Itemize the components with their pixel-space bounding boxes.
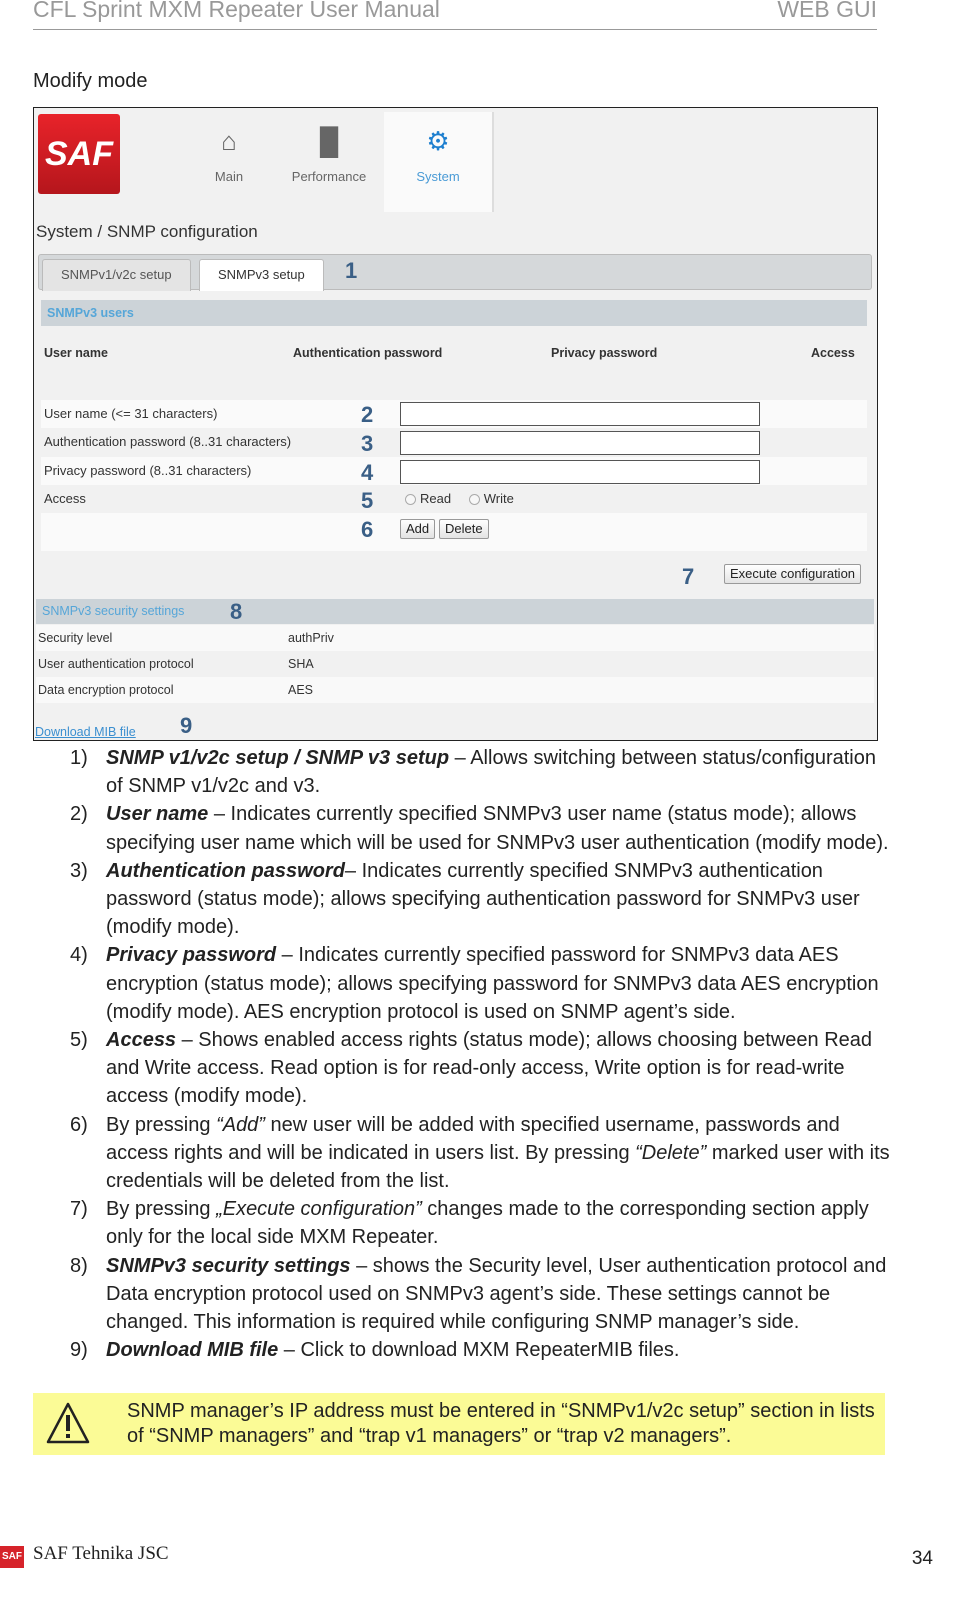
item-text: – Shows enabled access rights (status mode); allows choosing between Read and Write access. Read option is for read-only access, Write option is for read-write access (modify mode). bbox=[106, 1029, 872, 1108]
gear-icon: ⚙ bbox=[426, 126, 450, 156]
item-text: – Indicates currently specified SNMPv3 user name (status mode); allows specifying user name which will be used for SNMPv3 user authentication (modify mode). bbox=[106, 803, 889, 854]
security-label: Security level bbox=[38, 631, 113, 645]
security-value: AES bbox=[288, 683, 314, 697]
security-row bbox=[36, 625, 874, 651]
field-label: Authentication password (8..31 characters) bbox=[44, 434, 292, 449]
home-icon: ⌂ bbox=[221, 126, 237, 156]
item-term: “Add” bbox=[216, 1113, 265, 1136]
page-number: 34 bbox=[911, 1548, 933, 1569]
callout-2: 2 bbox=[361, 402, 374, 427]
download-mib-link[interactable]: Download MIB file bbox=[35, 725, 136, 739]
users-section-header: SNMPv3 users bbox=[41, 300, 867, 326]
field-label: Privacy password (8..31 characters) bbox=[44, 463, 252, 478]
column-header: Access bbox=[811, 346, 855, 360]
item-number: 4) bbox=[70, 944, 88, 967]
read-label: Read bbox=[420, 491, 452, 506]
callout-7: 7 bbox=[682, 564, 695, 589]
ui-screenshot bbox=[33, 107, 878, 741]
security-row bbox=[36, 651, 874, 677]
security-section-header: SNMPv3 security settings bbox=[36, 599, 874, 624]
item-number: 6) bbox=[70, 1113, 88, 1136]
warning-box bbox=[33, 1393, 885, 1455]
list-item bbox=[70, 857, 890, 942]
list-item bbox=[70, 1252, 890, 1337]
item-text: – Indicates currently specified SNMPv3 authentication password (status mode); allows specifying authentication password for SNMPv3 user (modify mode). bbox=[106, 859, 860, 939]
section-title: WEB GUI bbox=[777, 0, 877, 22]
item-text: new user will be added with specified username, passwords and access rights and will be indicated in users list. By pressing bbox=[106, 1113, 840, 1164]
item-text: – Indicates currently specified password for SNMPv3 data AES encryption (status mode); allows specifying password for SNMPv3 data AES encryption (modify mode). AES encryption protocol is used on SNMP agent’s side. bbox=[106, 944, 879, 1023]
item-term: „Execute configuration” bbox=[216, 1198, 422, 1221]
read-radio[interactable] bbox=[405, 494, 416, 505]
username-input[interactable] bbox=[400, 402, 760, 426]
write-radio[interactable] bbox=[469, 494, 480, 505]
item-text: – Allows switching between status/configuration of SNMP v1/v2c and v3. bbox=[106, 747, 876, 798]
saf-logo: SAF bbox=[38, 114, 120, 194]
item-term: Privacy password bbox=[106, 944, 277, 967]
tab-snmpv1-v2c[interactable]: SNMPv1/v2c setup bbox=[42, 259, 191, 291]
item-number: 8) bbox=[70, 1254, 88, 1277]
mode-label: Modify mode bbox=[33, 70, 148, 92]
warning-icon bbox=[45, 1401, 91, 1445]
security-row bbox=[36, 677, 874, 703]
nav-system[interactable] bbox=[384, 112, 494, 212]
column-header: User name bbox=[44, 346, 108, 360]
item-number: 9) bbox=[70, 1339, 88, 1362]
auth-password-input[interactable] bbox=[400, 431, 760, 455]
callout-1: 1 bbox=[345, 258, 358, 283]
column-header: Privacy password bbox=[551, 346, 658, 360]
tab-bar bbox=[38, 254, 872, 290]
item-term: SNMP v1/v2c setup / SNMP v3 setup bbox=[106, 747, 450, 769]
page-header bbox=[33, 0, 877, 30]
field-label: Access bbox=[44, 491, 86, 506]
column-header: Authentication password bbox=[293, 346, 443, 360]
tab-snmpv3[interactable]: SNMPv3 setup bbox=[199, 259, 324, 291]
item-term: SNMPv3 security settings bbox=[106, 1254, 351, 1277]
nav-label: System bbox=[416, 169, 460, 184]
list-item bbox=[70, 744, 890, 800]
item-text: By pressing bbox=[106, 1113, 217, 1136]
callout-4: 4 bbox=[361, 460, 374, 485]
callout-8: 8 bbox=[230, 599, 243, 624]
item-number: 2) bbox=[70, 803, 88, 826]
item-term: Download MIB file bbox=[106, 1339, 279, 1362]
item-number: 5) bbox=[70, 1029, 88, 1052]
list-item bbox=[70, 1111, 890, 1196]
callout-5: 5 bbox=[361, 488, 374, 513]
footer-logo: SAF bbox=[0, 1546, 24, 1568]
list-item bbox=[70, 1026, 890, 1111]
item-text: marked user with its credentials will be deleted from the list. bbox=[106, 1141, 890, 1193]
item-text: By pressing bbox=[106, 1198, 217, 1221]
item-term: “Delete” bbox=[635, 1141, 707, 1164]
security-value: authPriv bbox=[288, 631, 334, 645]
nav-performance[interactable] bbox=[284, 112, 374, 212]
item-text: – shows the Security level, User authentication protocol and Data encryption protocol used on SNMPv3 agent’s side. These settings cannot be changed. This information is required while configuring SNMP manager’s side. bbox=[106, 1254, 887, 1334]
item-number: 7) bbox=[70, 1198, 88, 1221]
callout-6: 6 bbox=[361, 517, 374, 542]
access-radios bbox=[405, 491, 514, 506]
manual-title: CFL Sprint MXM Repeater User Manual bbox=[33, 0, 440, 22]
page-title: System / SNMP configuration bbox=[36, 222, 258, 241]
company-name: SAF Tehnika JSC bbox=[33, 1543, 169, 1564]
security-label: Data encryption protocol bbox=[38, 683, 174, 697]
nav-label: Performance bbox=[291, 169, 367, 184]
nav-label: Main bbox=[214, 169, 244, 184]
callout-3: 3 bbox=[361, 431, 374, 456]
item-term: User name bbox=[106, 803, 209, 826]
item-text: changes made to the corresponding section apply only for the local side MXM Repeater. bbox=[106, 1198, 869, 1249]
list-item bbox=[70, 1336, 890, 1364]
list-item bbox=[70, 800, 890, 856]
description-list bbox=[70, 744, 890, 1364]
item-number: 3) bbox=[70, 859, 88, 882]
execute-configuration-button[interactable]: Execute configuration bbox=[724, 564, 861, 584]
list-item bbox=[70, 941, 890, 1026]
bar-chart-icon: ▐▌ bbox=[310, 126, 348, 156]
warning-text: SNMP manager’s IP address must be entered in “SNMPv1/v2c setup” section in lists of “SNMP managers” and “trap v1 managers” or “trap v2 managers”. bbox=[127, 1400, 875, 1447]
item-number: 1) bbox=[70, 747, 88, 769]
security-value: SHA bbox=[288, 657, 314, 671]
add-button[interactable]: Add bbox=[400, 519, 435, 539]
privacy-password-input[interactable] bbox=[400, 460, 760, 484]
write-label: Write bbox=[483, 491, 514, 506]
item-term: Access bbox=[106, 1029, 177, 1052]
callout-9: 9 bbox=[180, 713, 193, 738]
field-label: User name (<= 31 characters) bbox=[44, 406, 218, 421]
list-item bbox=[70, 1195, 890, 1251]
nav-main[interactable] bbox=[194, 112, 264, 212]
delete-button[interactable]: Delete bbox=[439, 519, 489, 539]
item-text: – Click to download MXM RepeaterMIB files. bbox=[278, 1339, 680, 1362]
item-term: Authentication password bbox=[106, 859, 345, 882]
page-footer bbox=[0, 1540, 955, 1570]
security-label: User authentication protocol bbox=[38, 657, 194, 671]
